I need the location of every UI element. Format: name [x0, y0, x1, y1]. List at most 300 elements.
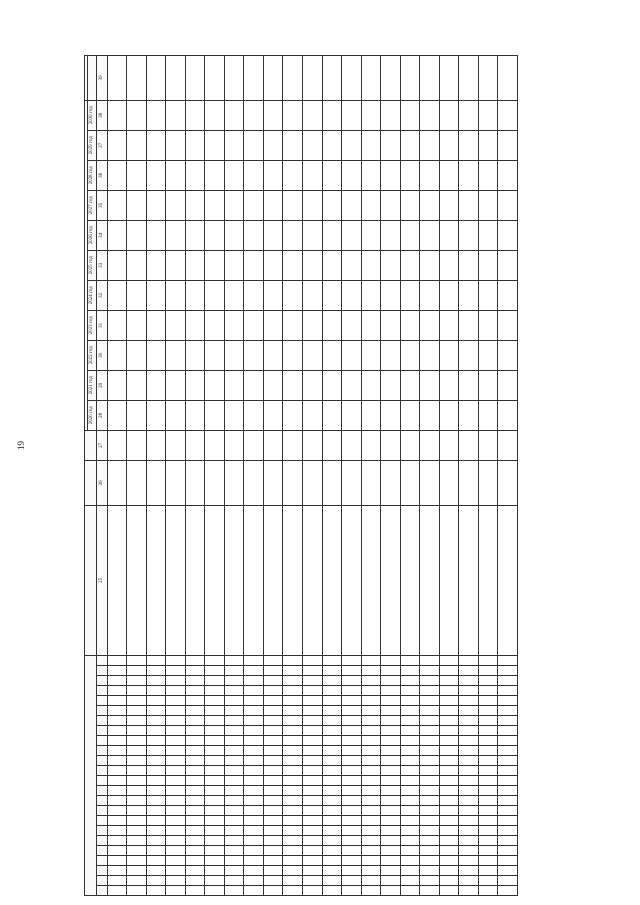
- code-cell: [478, 686, 498, 696]
- code-cell: [381, 696, 401, 706]
- code-cell: [166, 876, 186, 886]
- code-cell: [342, 776, 362, 786]
- year-value-cell: [420, 220, 440, 250]
- year-value-cell: [459, 250, 479, 280]
- year-value-cell: [498, 340, 518, 370]
- code-cell: [361, 886, 381, 896]
- code-cell: [244, 876, 264, 886]
- base-year-cell: [146, 430, 166, 460]
- code-cell: [381, 826, 401, 836]
- task-name-cell: [322, 505, 342, 655]
- code-cell: [459, 866, 479, 876]
- year-value-cell: [146, 250, 166, 280]
- code-cell: [205, 816, 225, 826]
- code-cell: [361, 726, 381, 736]
- year-value-cell: [420, 130, 440, 160]
- unit-cell: [342, 460, 362, 505]
- code-cell: [439, 706, 459, 716]
- final-value-cell: [283, 55, 303, 100]
- code-cell: [459, 706, 479, 716]
- code-cell: [420, 726, 440, 736]
- code-cell: [400, 756, 420, 766]
- code-cell: [459, 666, 479, 676]
- table-row: [127, 55, 147, 895]
- code-cell: [283, 766, 303, 776]
- code-cell: [224, 816, 244, 826]
- final-value-cell: [185, 55, 205, 100]
- year-value-cell: [498, 220, 518, 250]
- code-cell: [439, 676, 459, 686]
- year-value-cell: [146, 310, 166, 340]
- final-value-cell: [263, 55, 283, 100]
- code-cell: [107, 846, 127, 856]
- task-name-cell: [342, 505, 362, 655]
- code-cell: [361, 776, 381, 786]
- code-cell: [146, 756, 166, 766]
- year-value-cell: [185, 250, 205, 280]
- year-value-cell: [263, 190, 283, 220]
- year-value-cell: [166, 190, 186, 220]
- code-cell: [283, 726, 303, 736]
- year-value-cell: [283, 370, 303, 400]
- code-cell: [420, 696, 440, 706]
- code-cell: [322, 836, 342, 846]
- year-value-cell: [107, 370, 127, 400]
- code-cell: [302, 676, 322, 686]
- year-value-cell: [459, 160, 479, 190]
- final-value-cell: [381, 55, 401, 100]
- code-cell: [498, 686, 518, 696]
- unit-cell: [459, 460, 479, 505]
- year-value-cell: [166, 310, 186, 340]
- code-cell: [185, 726, 205, 736]
- code-cell: [283, 746, 303, 756]
- year-value-cell: [342, 100, 362, 130]
- code-cell: [498, 766, 518, 776]
- rotated-table-container: [84, 56, 518, 896]
- base-year-cell: [439, 430, 459, 460]
- base-year-cell: [224, 430, 244, 460]
- code-cell: [185, 786, 205, 796]
- code-cell: [400, 766, 420, 776]
- code-cell: [107, 706, 127, 716]
- code-cell: [107, 766, 127, 776]
- year-value-cell: [439, 280, 459, 310]
- code-cell: [185, 736, 205, 746]
- code-cell: [459, 796, 479, 806]
- code-cell: [361, 796, 381, 806]
- code-cell: [342, 756, 362, 766]
- code-cell: [224, 696, 244, 706]
- column-number: [96, 846, 107, 856]
- year-value-cell: [146, 370, 166, 400]
- code-cell: [459, 756, 479, 766]
- code-cell: [166, 766, 186, 776]
- year-value-cell: [107, 100, 127, 130]
- code-cell: [478, 696, 498, 706]
- code-cell: [420, 706, 440, 716]
- year-value-cell: [224, 280, 244, 310]
- code-cell: [478, 856, 498, 866]
- code-cell: [322, 816, 342, 826]
- year-value-cell: [302, 100, 322, 130]
- year-value-cell: [166, 340, 186, 370]
- task-name-cell: [400, 505, 420, 655]
- code-cell: [302, 666, 322, 676]
- code-cell: [381, 706, 401, 716]
- year-value-cell: [263, 340, 283, 370]
- code-cell: [263, 766, 283, 776]
- code-cell: [498, 655, 518, 665]
- code-cell: [185, 886, 205, 896]
- year-value-cell: [381, 310, 401, 340]
- code-cell: [342, 836, 362, 846]
- code-cell: [400, 686, 420, 696]
- code-cell: [322, 716, 342, 726]
- code-cell: [361, 846, 381, 856]
- year-value-cell: [459, 190, 479, 220]
- year-header: 2021 год: [88, 370, 97, 400]
- code-cell: [205, 726, 225, 736]
- year-value-cell: [185, 100, 205, 130]
- year-value-cell: [420, 190, 440, 220]
- code-cell: [361, 736, 381, 746]
- year-value-cell: [107, 130, 127, 160]
- year-header: 2029 год: [88, 130, 97, 160]
- code-cell: [381, 796, 401, 806]
- code-cell: [244, 786, 264, 796]
- year-value-cell: [478, 130, 498, 160]
- code-cell: [263, 836, 283, 846]
- code-cell: [166, 666, 186, 676]
- code-cell: [381, 876, 401, 886]
- code-cell: [439, 776, 459, 786]
- year-value-cell: [302, 280, 322, 310]
- code-cell: [127, 816, 147, 826]
- year-value-cell: [127, 130, 147, 160]
- year-value-cell: [166, 370, 186, 400]
- year-value-cell: [127, 100, 147, 130]
- code-cell: [322, 666, 342, 676]
- code-cell: [146, 706, 166, 716]
- year-header: 2028 год: [88, 160, 97, 190]
- code-cell: [127, 726, 147, 736]
- code-cell: [498, 826, 518, 836]
- code-cell: [342, 876, 362, 886]
- table-row: [322, 55, 342, 895]
- year-value-cell: [381, 190, 401, 220]
- year-value-cell: [127, 400, 147, 430]
- code-cell: [185, 655, 205, 665]
- year-value-cell: [127, 190, 147, 220]
- unit-cell: [439, 460, 459, 505]
- base-year-cell: [420, 430, 440, 460]
- year-value-cell: [185, 280, 205, 310]
- code-cell: [302, 816, 322, 826]
- table-row: [302, 55, 322, 895]
- table-row: [263, 55, 283, 895]
- final-value-cell: [478, 55, 498, 100]
- code-cell: [342, 766, 362, 776]
- final-value-cell: [205, 55, 225, 100]
- code-cell: [439, 836, 459, 846]
- year-value-cell: [205, 370, 225, 400]
- code-cell: [185, 706, 205, 716]
- year-value-cell: [322, 370, 342, 400]
- year-value-cell: [459, 220, 479, 250]
- code-cell: [244, 846, 264, 856]
- year-value-cell: [107, 310, 127, 340]
- code-cell: [263, 655, 283, 665]
- column-number: 28: [96, 400, 107, 430]
- code-cell: [478, 655, 498, 665]
- year-header: 2025 год: [88, 250, 97, 280]
- base-year-cell: [107, 430, 127, 460]
- unit-cell: [224, 460, 244, 505]
- code-cell: [107, 686, 127, 696]
- code-cell: [166, 836, 186, 846]
- year-value-cell: [166, 160, 186, 190]
- code-cell: [302, 796, 322, 806]
- code-cell: [146, 836, 166, 846]
- code-cell: [361, 786, 381, 796]
- code-cell: [400, 886, 420, 896]
- year-value-cell: [361, 160, 381, 190]
- code-cell: [478, 816, 498, 826]
- year-value-cell: [244, 130, 264, 160]
- code-cell: [322, 826, 342, 836]
- unit-cell: [302, 460, 322, 505]
- year-value-cell: [420, 160, 440, 190]
- year-value-cell: [244, 220, 264, 250]
- code-cell: [459, 746, 479, 756]
- year-value-cell: [439, 400, 459, 430]
- code-cell: [459, 766, 479, 776]
- table-row: [146, 55, 166, 895]
- column-number: [96, 716, 107, 726]
- code-cell: [459, 776, 479, 786]
- year-value-cell: [342, 370, 362, 400]
- base-year-cell: [498, 430, 518, 460]
- code-cell: [244, 836, 264, 846]
- final-value-cell: [342, 55, 362, 100]
- code-cell: [420, 756, 440, 766]
- year-header: 2030 год: [88, 100, 97, 130]
- year-value-cell: [498, 100, 518, 130]
- code-cell: [263, 876, 283, 886]
- column-number: [96, 736, 107, 746]
- code-cell: [263, 806, 283, 816]
- code-cell: [146, 786, 166, 796]
- task-name-cell: [361, 505, 381, 655]
- code-cell: [263, 756, 283, 766]
- code-cell: [439, 796, 459, 806]
- unit-cell: [498, 460, 518, 505]
- code-cell: [205, 696, 225, 706]
- year-value-cell: [263, 400, 283, 430]
- code-cell: [420, 766, 440, 776]
- code-cell: [224, 886, 244, 896]
- code-cell: [283, 856, 303, 866]
- code-cell: [420, 655, 440, 665]
- code-cell: [224, 856, 244, 866]
- year-value-cell: [478, 400, 498, 430]
- code-cell: [459, 806, 479, 816]
- year-value-cell: [322, 160, 342, 190]
- code-cell: [283, 816, 303, 826]
- base-year-cell: [302, 430, 322, 460]
- unit-cell: [478, 460, 498, 505]
- year-value-cell: [361, 370, 381, 400]
- code-cell: [244, 796, 264, 806]
- page-number: 19: [16, 441, 26, 450]
- code-cell: [498, 746, 518, 756]
- code-cell: [166, 756, 186, 766]
- code-cell: [342, 706, 362, 716]
- code-cell: [185, 696, 205, 706]
- code-cell: [185, 846, 205, 856]
- code-cell: [361, 686, 381, 696]
- code-cell: [478, 676, 498, 686]
- code-cell: [302, 876, 322, 886]
- year-value-cell: [420, 100, 440, 130]
- code-cell: [400, 706, 420, 716]
- code-cell: [146, 866, 166, 876]
- code-cell: [244, 816, 264, 826]
- code-cell: [381, 776, 401, 786]
- year-header: 2026 год: [88, 220, 97, 250]
- year-value-cell: [459, 400, 479, 430]
- code-cell: [107, 756, 127, 766]
- code-cell: [420, 686, 440, 696]
- year-value-cell: [459, 100, 479, 130]
- code-cell: [166, 655, 186, 665]
- code-cell: [127, 866, 147, 876]
- table-row: [107, 55, 127, 895]
- code-cell: [400, 655, 420, 665]
- year-value-cell: [146, 160, 166, 190]
- code-cell: [381, 756, 401, 766]
- code-cell: [283, 676, 303, 686]
- code-cell: [185, 856, 205, 866]
- code-cell: [263, 726, 283, 736]
- code-cell: [478, 706, 498, 716]
- year-value-cell: [166, 130, 186, 160]
- code-cell: [263, 666, 283, 676]
- code-cell: [381, 886, 401, 896]
- code-cell: [498, 776, 518, 786]
- year-value-cell: [400, 340, 420, 370]
- column-number: [96, 866, 107, 876]
- code-cell: [381, 716, 401, 726]
- year-value-cell: [185, 340, 205, 370]
- code-cell: [263, 776, 283, 786]
- code-cell: [107, 826, 127, 836]
- year-value-cell: [459, 310, 479, 340]
- column-number: [96, 836, 107, 846]
- year-value-cell: [478, 190, 498, 220]
- year-value-cell: [166, 100, 186, 130]
- code-cell: [263, 706, 283, 716]
- task-name-cell: [224, 505, 244, 655]
- code-cell: [342, 826, 362, 836]
- code-cell: [283, 756, 303, 766]
- code-cell: [498, 816, 518, 826]
- unit-cell: [185, 460, 205, 505]
- task-name-cell: [478, 505, 498, 655]
- code-cell: [107, 736, 127, 746]
- final-value-cell: [459, 55, 479, 100]
- code-cell: [205, 786, 225, 796]
- year-value-cell: [127, 310, 147, 340]
- year-value-cell: [459, 340, 479, 370]
- code-cell: [322, 856, 342, 866]
- code-cell: [420, 796, 440, 806]
- base-year-cell: [205, 430, 225, 460]
- year-value-cell: [302, 400, 322, 430]
- final-value-cell: [224, 55, 244, 100]
- task-name-cell: [244, 505, 264, 655]
- column-number: [96, 696, 107, 706]
- code-cell: [478, 746, 498, 756]
- code-cell: [185, 816, 205, 826]
- unit-cell: [205, 460, 225, 505]
- year-value-cell: [283, 190, 303, 220]
- year-value-cell: [342, 310, 362, 340]
- year-value-cell: [381, 280, 401, 310]
- code-cell: [205, 655, 225, 665]
- code-cell: [107, 696, 127, 706]
- code-cell: [302, 856, 322, 866]
- year-value-cell: [439, 130, 459, 160]
- code-cell: [459, 786, 479, 796]
- year-value-cell: [166, 400, 186, 430]
- year-value-cell: [498, 190, 518, 220]
- column-number: [96, 796, 107, 806]
- unit-cell: [322, 460, 342, 505]
- code-cell: [283, 866, 303, 876]
- year-value-cell: [224, 340, 244, 370]
- code-cell: [127, 746, 147, 756]
- year-value-cell: [381, 100, 401, 130]
- base-year-cell: [166, 430, 186, 460]
- code-cell: [361, 716, 381, 726]
- code-cell: [127, 886, 147, 896]
- year-value-cell: [283, 130, 303, 160]
- code-cell: [107, 776, 127, 786]
- header-task-name: [85, 505, 97, 655]
- code-cell: [478, 756, 498, 766]
- year-value-cell: [420, 400, 440, 430]
- year-value-cell: [381, 370, 401, 400]
- code-cell: [400, 856, 420, 866]
- code-cell: [107, 836, 127, 846]
- final-value-cell: [322, 55, 342, 100]
- code-cell: [224, 866, 244, 876]
- code-cell: [244, 706, 264, 716]
- code-cell: [127, 806, 147, 816]
- year-value-cell: [478, 280, 498, 310]
- code-cell: [166, 846, 186, 856]
- code-cell: [127, 696, 147, 706]
- year-value-cell: [400, 190, 420, 220]
- code-cell: [361, 756, 381, 766]
- code-cell: [361, 836, 381, 846]
- code-cell: [127, 686, 147, 696]
- code-cell: [185, 666, 205, 676]
- code-cell: [283, 706, 303, 716]
- year-value-cell: [361, 250, 381, 280]
